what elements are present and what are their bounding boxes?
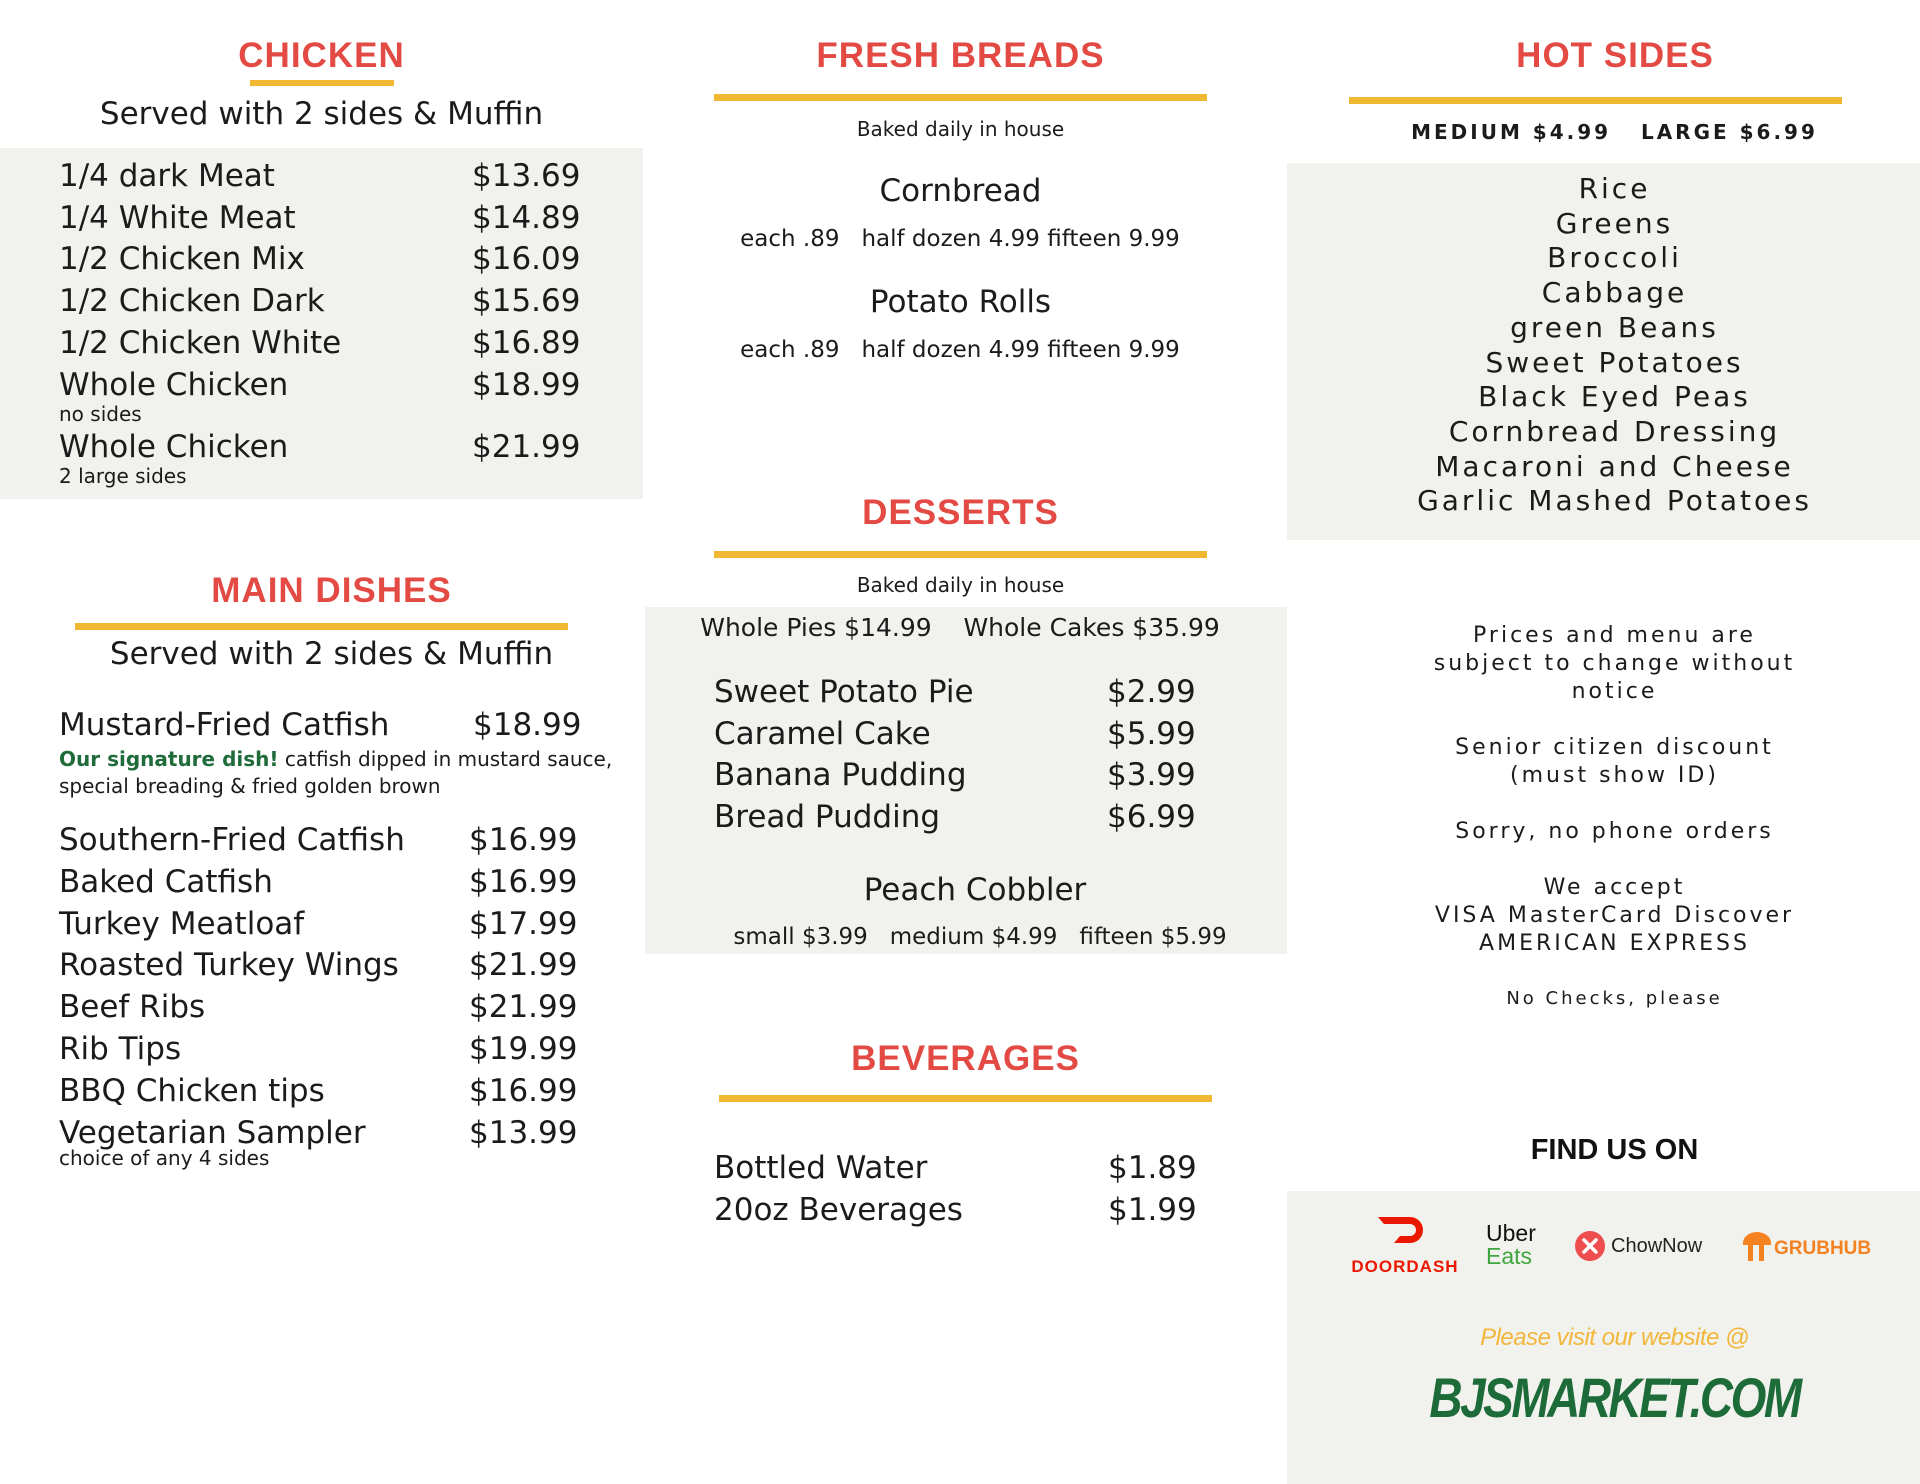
doordash-icon xyxy=(1376,1215,1432,1245)
chicken-item-name: 1/2 Chicken Mix xyxy=(59,241,305,277)
main-dish-name: Beef Ribs xyxy=(59,989,206,1026)
main-dish-name: Vegetarian Sampler xyxy=(59,1114,366,1151)
peach-cobbler-prices: small $3.99 medium $4.99 fifteen $5.99 xyxy=(733,924,1227,950)
dessert-item-price: $5.99 xyxy=(1107,715,1196,752)
main-dish-price: $16.99 xyxy=(469,863,578,900)
grubhub-label: GRUBHUB xyxy=(1774,1238,1872,1259)
chicken-subtitle: Served with 2 sides & Muffin xyxy=(99,96,544,132)
dessert-item-name: Sweet Potato Pie xyxy=(714,674,974,710)
info-prices-line-1: Prices and menu are xyxy=(1473,623,1756,648)
chicken-item-note: 2 large sides xyxy=(59,464,187,488)
hot-sides-rule xyxy=(1349,97,1842,104)
main-dish-price: $21.99 xyxy=(469,989,578,1026)
hot-sides-heading: HOT SIDES xyxy=(1516,36,1714,75)
beverage-item-price: $1.89 xyxy=(1108,1150,1197,1186)
desserts-heading: DESSERTS xyxy=(862,493,1059,532)
dessert-item-price: $2.99 xyxy=(1107,674,1196,710)
desserts-whole-prices: Whole Pies $14.99 Whole Cakes $35.99 xyxy=(700,613,1220,642)
eats-label: Eats xyxy=(1486,1243,1533,1269)
main-dish-price: $16.99 xyxy=(469,1072,578,1109)
chicken-item-note: no sides xyxy=(59,402,142,426)
info-senior-line-1: Senior citizen discount xyxy=(1455,735,1774,760)
side-item: Greens xyxy=(1555,206,1674,240)
main-dish-name: Baked Catfish xyxy=(59,863,273,900)
side-item: Sweet Potatoes xyxy=(1485,345,1744,379)
signature-dish-price: $18.99 xyxy=(473,707,582,743)
main-dish-name: Turkey Meatloaf xyxy=(59,905,305,942)
breads-heading: FRESH BREADS xyxy=(816,36,1105,75)
side-item: Cabbage xyxy=(1541,276,1688,310)
main-dish-note: choice of any 4 sides xyxy=(59,1145,270,1170)
website-link[interactable]: BJSMARKET.COM xyxy=(1429,1366,1800,1429)
signature-desc-1: catfish dipped in mustard sauce, xyxy=(278,747,613,771)
chownow-icon xyxy=(1574,1230,1606,1262)
desserts-rule xyxy=(714,551,1207,558)
side-item: Garlic Mashed Potatoes xyxy=(1417,484,1812,518)
chicken-item-price: $16.89 xyxy=(472,325,581,361)
cornbread-prices: each .89 half dozen 4.99 fifteen 9.99 xyxy=(740,226,1180,252)
chicken-item-name: Whole Chicken xyxy=(59,429,289,465)
signature-dish-name: Mustard-Fried Catfish xyxy=(59,707,390,743)
main-dish-price: $19.99 xyxy=(469,1031,578,1067)
visit-website-text: Please visit our website @ xyxy=(1480,1324,1749,1351)
side-item: Broccoli xyxy=(1547,241,1682,275)
hot-sides-list xyxy=(1287,172,1920,519)
chicken-item-price: $13.69 xyxy=(472,158,581,194)
breads-subtitle: Baked daily in house xyxy=(856,117,1065,141)
info-senior-line-2: (must show ID) xyxy=(1510,763,1719,788)
grubhub-icon xyxy=(1740,1229,1774,1263)
info-prices-line-3: notice xyxy=(1571,679,1658,704)
doordash-label: DOORDASH xyxy=(1351,1257,1459,1276)
uber-label: Uber xyxy=(1486,1220,1536,1246)
chownow-label: ChowNow xyxy=(1611,1235,1703,1257)
uber-eats-logo[interactable] xyxy=(1486,1222,1546,1272)
main-dish-name: Rib Tips xyxy=(59,1031,182,1067)
info-phone-orders: Sorry, no phone orders xyxy=(1455,819,1774,844)
chicken-heading: CHICKEN xyxy=(238,36,405,75)
chicken-item-price: $14.89 xyxy=(472,200,581,236)
main-dish-name: Southern-Fried Catfish xyxy=(59,822,405,858)
chicken-item-name: Whole Chicken xyxy=(59,367,289,403)
dessert-item-name: Banana Pudding xyxy=(714,757,967,793)
peach-cobbler-name: Peach Cobbler xyxy=(863,872,1087,908)
desserts-subtitle: Baked daily in house xyxy=(856,573,1065,597)
chicken-item-price: $16.09 xyxy=(472,241,581,277)
signature-highlight: Our signature dish! xyxy=(59,747,279,771)
side-item: Rice xyxy=(1578,172,1651,205)
potato-rolls-prices: each .89 half dozen 4.99 fifteen 9.99 xyxy=(740,337,1180,363)
chicken-item-name: 1/2 Chicken Dark xyxy=(59,283,325,319)
beverage-item-price: $1.99 xyxy=(1108,1192,1197,1228)
info-cards-line-2: AMERICAN EXPRESS xyxy=(1479,931,1750,956)
chicken-item-price: $18.99 xyxy=(472,367,581,403)
beverage-item-name: 20oz Beverages xyxy=(714,1192,963,1228)
side-item: green Beans xyxy=(1510,310,1719,344)
dessert-item-price: $3.99 xyxy=(1107,757,1196,793)
dessert-item-name: Caramel Cake xyxy=(714,715,931,752)
info-cards-line-1: VISA MasterCard Discover xyxy=(1434,903,1795,928)
info-accept-line: We accept xyxy=(1543,875,1686,900)
main-dishes-rule xyxy=(75,623,568,630)
cornbread-name: Cornbread xyxy=(879,173,1042,209)
find-us-heading: FIND US ON xyxy=(1530,1134,1699,1166)
info-prices-line-2: subject to change without xyxy=(1433,651,1796,676)
chicken-item-name: 1/4 dark Meat xyxy=(59,158,275,194)
main-dishes-heading: MAIN DISHES xyxy=(211,571,452,610)
beverages-heading: BEVERAGES xyxy=(851,1039,1080,1078)
main-dish-name: Roasted Turkey Wings xyxy=(59,947,399,984)
side-item: Cornbread Dressing xyxy=(1448,414,1781,448)
main-dish-price: $17.99 xyxy=(469,905,578,942)
doordash-logo[interactable] xyxy=(1345,1215,1465,1277)
signature-desc-2: special breading & fried golden brown xyxy=(59,774,441,798)
chownow-logo[interactable] xyxy=(1574,1230,1714,1264)
breads-rule xyxy=(714,94,1207,101)
chicken-item-price: $21.99 xyxy=(472,429,581,465)
beverages-rule xyxy=(719,1095,1212,1102)
chicken-rule xyxy=(250,80,394,86)
main-dish-price: $21.99 xyxy=(469,947,578,984)
info-no-checks: No Checks, please xyxy=(1506,988,1723,1009)
chicken-item-name: 1/2 Chicken White xyxy=(59,325,342,361)
main-dishes-subtitle: Served with 2 sides & Muffin xyxy=(109,636,554,672)
hot-sides-pricing: MEDIUM $4.99 LARGE $6.99 xyxy=(1411,120,1818,144)
side-item: Black Eyed Peas xyxy=(1478,380,1751,414)
signature-dish-description xyxy=(59,746,619,800)
store-info xyxy=(1287,622,1920,958)
main-dish-name: BBQ Chicken tips xyxy=(59,1072,325,1109)
side-item: Macaroni and Cheese xyxy=(1435,449,1794,483)
grubhub-logo[interactable] xyxy=(1740,1229,1872,1265)
potato-rolls-name: Potato Rolls xyxy=(869,284,1052,320)
main-dish-price: $16.99 xyxy=(469,822,578,858)
dessert-item-price: $6.99 xyxy=(1107,798,1196,835)
dessert-item-name: Bread Pudding xyxy=(714,798,941,835)
chicken-item-name: 1/4 White Meat xyxy=(59,200,296,236)
main-dish-price: $13.99 xyxy=(469,1114,578,1151)
beverage-item-name: Bottled Water xyxy=(714,1150,928,1186)
chicken-item-price: $15.69 xyxy=(472,283,581,319)
